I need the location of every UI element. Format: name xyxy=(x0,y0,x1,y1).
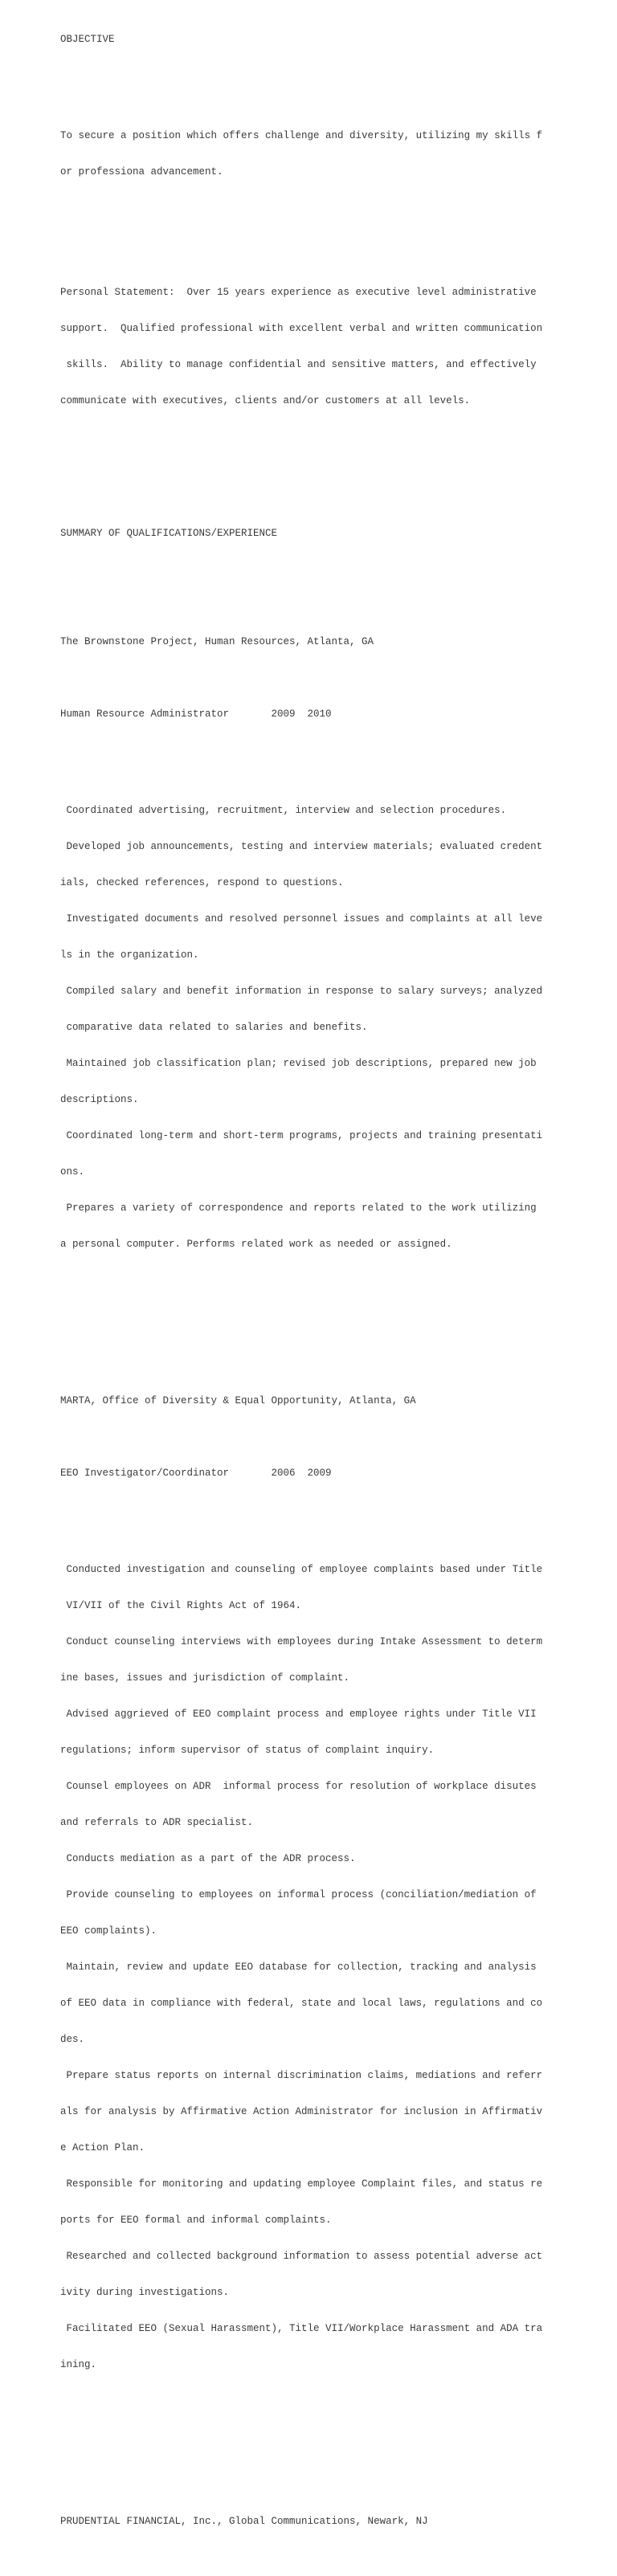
job-title-dates: EEO Investigator/Coordinator 2006 2009 xyxy=(60,1468,332,1479)
job-employer: MARTA, Office of Diversity & Equal Opportunity, Atlanta, GA xyxy=(60,1395,416,1406)
job-entry-prudential xyxy=(60,2492,590,2552)
duty-line: Provide counseling to employees on informal process (conciliation/mediation of xyxy=(60,1889,537,1900)
job-title-dates: Human Resource Administrator 2009 2010 xyxy=(60,708,332,720)
statement-line: skills. Ability to manage confidential and sensitive matters, and effectively xyxy=(60,359,537,370)
duty-line: Advised aggrieved of EEO complaint process and employee rights under Title VII xyxy=(60,1708,537,1720)
duty-line: Compiled salary and benefit information in response to salary surveys; analyzed xyxy=(60,986,543,997)
statement-line: Personal Statement: Over 15 years experience as executive level administrative xyxy=(60,287,537,298)
duty-line: a personal computer. Performs related work as needed or assigned. xyxy=(60,1239,452,1250)
duty-line: VI/VII of the Civil Rights Act of 1964. xyxy=(60,1600,302,1611)
job-entry-brownstone xyxy=(60,612,590,1299)
duty-line: als for analysis by Affirmative Action Administrator for inclusion in Affirmativ xyxy=(60,2106,543,2117)
summary-heading: SUMMARY OF QUALIFICATIONS/EXPERIENCE xyxy=(60,528,278,539)
duty-line: descriptions. xyxy=(60,1094,139,1105)
objective-line: or professiona advancement. xyxy=(60,166,223,178)
duty-line: ports for EEO formal and informal complaints. xyxy=(60,2215,332,2226)
job-entry-marta xyxy=(60,1371,590,2419)
duty-line: Conduct counseling interviews with employees during Intake Assessment to determ xyxy=(60,1636,543,1647)
duty-line: Responsible for monitoring and updating employee Complaint files, and status re xyxy=(60,2178,543,2190)
duty-line: ine bases, issues and jurisdiction of complaint. xyxy=(60,1672,350,1684)
duty-line: Facilitated EEO (Sexual Harassment), Title VII/Workplace Harassment and ADA tra xyxy=(60,2323,543,2334)
duty-line: ivity during investigations. xyxy=(60,2287,230,2298)
objective-text xyxy=(60,106,590,202)
statement-line: communicate with executives, clients and/or customers at all levels. xyxy=(60,395,471,406)
duty-line: e Action Plan. xyxy=(60,2142,145,2153)
objective-line: To secure a position which offers challenge and diversity, utilizing my skills f xyxy=(60,130,543,141)
duty-line: ials, checked references, respond to questions. xyxy=(60,877,344,888)
duty-line: Researched and collected background information to assess potential adverse act xyxy=(60,2251,543,2262)
duty-line: Maintained job classification plan; revised job descriptions, prepared new job xyxy=(60,1058,537,1069)
duty-line: regulations; inform supervisor of status of complaint inquiry. xyxy=(60,1745,435,1756)
objective-heading: OBJECTIVE xyxy=(60,34,115,45)
duty-line: comparative data related to salaries and benefits. xyxy=(60,1022,368,1033)
duty-line: EEO complaints). xyxy=(60,1925,157,1937)
duty-line: ons. xyxy=(60,1166,85,1178)
duty-line: Counsel employees on ADR informal process for resolution of workplace disutes xyxy=(60,1781,537,1792)
statement-line: support. Qualified professional with excellent verbal and written communication xyxy=(60,323,543,334)
duty-line: Prepare status reports on internal discrimination claims, mediations and referr xyxy=(60,2070,543,2081)
duty-line: Conducted investigation and counseling of employee complaints based under Title xyxy=(60,1564,543,1575)
duty-line: des. xyxy=(60,2034,85,2045)
duty-line: Developed job announcements, testing and interview materials; evaluated credent xyxy=(60,841,543,852)
duty-line: ining. xyxy=(60,2359,97,2370)
duty-line: Conducts mediation as a part of the ADR process. xyxy=(60,1853,356,1864)
personal-statement xyxy=(60,263,590,431)
job-employer: The Brownstone Project, Human Resources, Atlanta, GA xyxy=(60,636,374,647)
job-duties xyxy=(60,1540,590,2395)
duty-line: Investigated documents and resolved personnel issues and complaints at all leve xyxy=(60,913,543,925)
duty-line: and referrals to ADR specialist. xyxy=(60,1817,254,1828)
job-duties xyxy=(60,781,590,1275)
duty-line: ls in the organization. xyxy=(60,949,199,961)
job-employer: PRUDENTIAL FINANCIAL, Inc., Global Communications, Newark, NJ xyxy=(60,2516,428,2527)
duty-line: Prepares a variety of correspondence and reports related to the work utilizing xyxy=(60,1202,537,1214)
duty-line: Maintain, review and update EEO database for collection, tracking and analysis xyxy=(60,1962,537,1973)
duty-line: Coordinated advertising, recruitment, interview and selection procedures. xyxy=(60,805,507,816)
duty-line: Coordinated long-term and short-term programs, projects and training presentati xyxy=(60,1130,543,1141)
duty-line: of EEO data in compliance with federal, state and local laws, regulations and co xyxy=(60,1998,543,2009)
resume-text xyxy=(60,10,590,2576)
